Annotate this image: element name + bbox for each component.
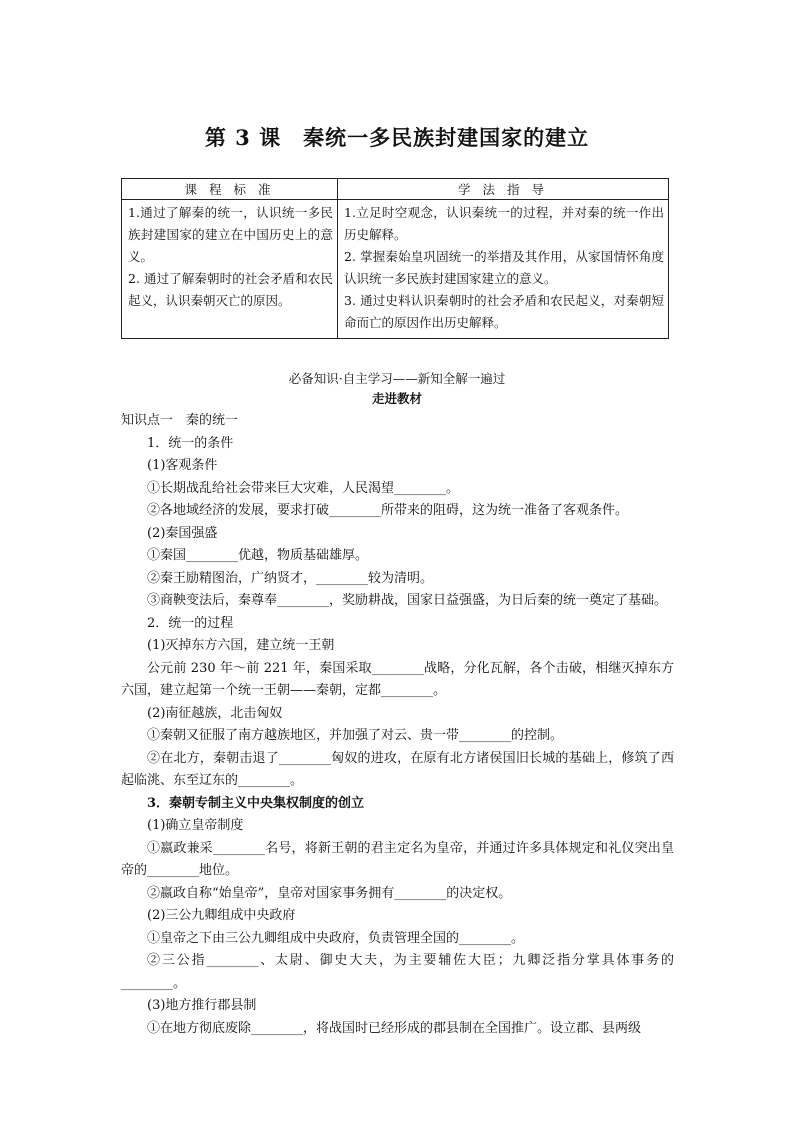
body-line: ①皇帝之下由三公九卿组成中央政府，负责管理全国的________。 (147, 930, 525, 946)
body-line: 2．统一的过程 (147, 615, 234, 631)
standard-item: 2. 通过了解秦朝时的社会矛盾和农民起义，认识秦朝灭亡的原因。 (128, 271, 333, 308)
guidance-item: 1.立足时空观念，认识秦统一的过程，并对秦的统一作出历史解释。 (344, 205, 664, 242)
section-subheading: 走进教材 (371, 391, 422, 406)
standard-cell (122, 200, 338, 339)
body-line: (1)灭掉东方六国，建立统一王朝 (147, 638, 335, 653)
body-line: ①秦国________优越，物质基础雄厚。 (147, 548, 369, 563)
body-line: (2)秦国强盛 (147, 525, 218, 541)
guidance-item: 3. 通过史料认识秦朝时的社会矛盾和农民起义，对秦朝短命而亡的原因作出历史解释。 (344, 293, 664, 330)
body-line: 3．秦朝专制主义中央集权制度的创立 (147, 795, 365, 811)
body-line: (3)地方推行郡县制 (147, 998, 257, 1013)
body-line: ②秦王励精图治，广纳贤才，________较为清明。 (147, 570, 434, 586)
body-line: ①长期战乱给社会带来巨大灾难，人民渴望________。 (147, 480, 460, 496)
body-line: (1)客观条件 (147, 458, 218, 473)
body-line: ②各地域经济的发展，要求打破________所带来的阻碍，这为统一准备了客观条件。 (147, 503, 629, 518)
body-line: (2)南征越族，北击匈奴 (147, 705, 283, 721)
section-heading: 必备知识·自主学习——新知全解一遍过 (288, 371, 506, 386)
body-line: ①嬴政兼采________名号，将新王朝的君主定名为皇帝，并通过许多具体规定和礼仪突出皇帝的________地位。 (121, 840, 674, 878)
body-line: ②在北方，秦朝击退了________匈奴的进攻，在原有北方诸侯国旧长城的基础上，修筑了西起临洮、东至辽东的________。 (121, 750, 674, 788)
body-line: (1)确立皇帝制度 (147, 818, 244, 833)
body-line: ②嬴政自称“始皇帝”，皇帝对国家事务拥有________的决定权。 (147, 885, 512, 901)
body-line: ①在地方彻底废除________，将战国时已经形成的郡县制在全国推广。设立郡、县两级 (147, 1020, 642, 1036)
body-line: ①秦朝又征服了南方越族地区，并加强了对云、贵一带________的控制。 (147, 728, 564, 743)
body-line: 1．统一的条件 (147, 435, 234, 451)
body-line: ②三公指________、太尉、御史大夫，为主要辅佐大臣；九卿泛指分掌具体事务的________。 (121, 953, 674, 991)
body-line: (2)三公九卿组成中央政府 (147, 908, 296, 923)
guidance-item: 2. 掌握秦始皇巩固统一的举措及其作用，从家国情怀角度认识统一多民族封建国家建立的意义。 (344, 249, 664, 286)
body-line: 公元前 230 年～前 221 年，秦国采取________战略，分化瓦解，各个击破，相继灭掉东方六国，建立起第一个统一王朝——秦朝，定都________。 (121, 660, 674, 698)
body-line: ③商鞅变法后，秦尊奉________，奖励耕战，国家日益强盛，为日后秦的统一奠定了基础。 (147, 593, 668, 608)
standard-item: 1.通过了解秦的统一，认识统一多民族封建国家的建立在中国历史上的意义。 (128, 205, 333, 264)
guidance-cell (338, 200, 669, 339)
table-header-standard: 课 程 标 准 (122, 179, 338, 200)
curriculum-table (121, 178, 669, 339)
table-header-guidance: 学 法 指 导 (338, 179, 669, 200)
lesson-title: 第 3 课 秦统一多民族封建国家的建立 (204, 125, 590, 150)
knowledge-point-heading: 知识点一 秦的统一 (121, 413, 239, 428)
lesson-body (121, 410, 674, 1040)
